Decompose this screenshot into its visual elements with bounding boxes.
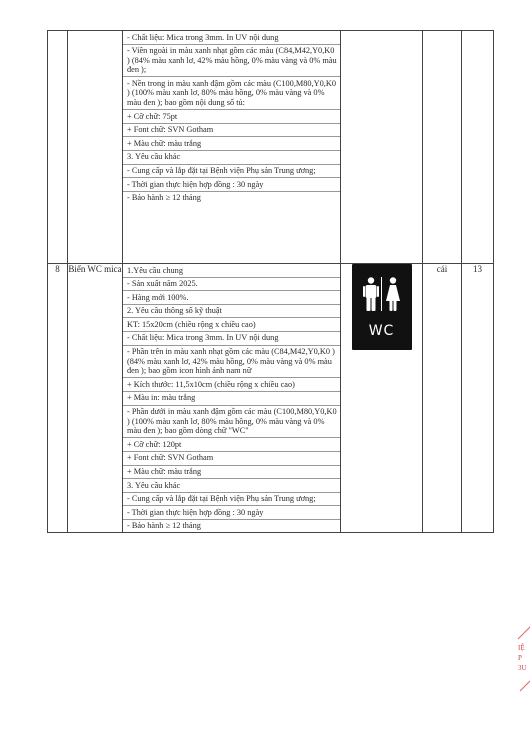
wc-label: WC [368,323,395,339]
image-cell [341,31,423,264]
desc-line: + Font chữ: SVN Gotham [123,124,340,138]
desc-line: KT: 15x20cm (chiều rộng x chiều cao) [123,318,340,332]
desc-line: + Màu chữ: màu trắng [123,137,340,151]
desc-line: + Font chữ: SVN Gotham [123,452,340,466]
desc-line: - Chất liệu: Mica trong 3mm. In UV nội dung [123,332,340,346]
desc-line: + Cỡ chữ: 75pt [123,110,340,124]
unit-cell: cái [423,264,462,533]
desc-line: - Thời gian thực hiện hợp đồng : 30 ngày [123,178,340,192]
unit-cell [423,31,462,264]
quantity-cell [462,31,494,264]
description-cell [123,264,341,533]
divider-line [381,277,382,311]
desc-line: - Bảo hành ≥ 12 tháng [127,193,201,203]
stamp-text: P [518,654,522,662]
male-icon [363,277,379,311]
female-icon [385,277,401,311]
red-stamp-fragment [516,625,530,695]
desc-line: 2. Yêu cầu thông số kỹ thuật [123,305,340,319]
product-name-cell: Biển WC mica [68,264,123,533]
quantity-cell: 13 [462,264,494,533]
desc-line: - Cung cấp và lắp đặt tại Bệnh viện Phụ sản Trung ương; [123,165,340,179]
desc-line: + Kích thước: 11,5x10cm (chiều rộng x chiều cao) [123,378,340,392]
desc-line: - Viền ngoài in màu xanh nhạt gồm các màu (C84,M42,Y0,K0 ) (84% màu xanh lơ, 42% màu hồng, 0% màu vàng và 0% màu đen ); [123,45,340,78]
stt-cell [48,31,68,264]
desc-line: - Cung cấp và lắp đặt tại Bệnh viện Phụ sản Trung ương; [123,493,340,507]
desc-line: 3. Yêu cầu khác [123,151,340,165]
desc-line: + Cỡ chữ: 120pt [123,438,340,452]
description-cell [123,31,341,264]
specification-table [47,30,494,533]
desc-line: + Màu chữ: màu trắng [123,466,340,480]
desc-line: - Phần dưới in màu xanh đậm gồm các màu (C100,M80,Y0,K0 ) (100% màu xanh lơ, 80% màu hồng, 0% màu vàng và 0% màu đen ); bao gồm dòng chữ "WC" [123,406,340,439]
table-row-continued [48,31,494,264]
stamp-text: 3U [518,664,527,672]
stt-cell: 8 [48,264,68,533]
desc-line: - Nền trong in màu xanh đậm gồm các màu (C100,M80,Y0,K0 ) (100% màu xanh lơ, 80% màu hồng, 0% màu vàng và 0% màu đen ); bao gồm nội dung số tủ: [123,77,340,110]
wc-sign-image [352,264,412,350]
desc-line: - Hàng mới 100%. [123,291,340,305]
desc-line: - Bảo hành ≥ 12 tháng [127,521,201,531]
desc-line: - Chất liệu: Mica trong 3mm. In UV nội dung [123,31,340,45]
image-cell [341,264,423,533]
desc-line: 3. Yêu cầu khác [123,479,340,493]
desc-line: 1.Yêu cầu chung [123,264,340,278]
stamp-text: IỆ [518,644,525,652]
table-row-8 [48,264,494,533]
name-cell [68,31,123,264]
desc-line: - Phần trên in màu xanh nhạt gồm các màu (C84,M42,Y0,K0 ) (84% màu xanh lơ, 42% màu hồng, 0% màu vàng và 0% màu đen ); bao gồm icon hình ảnh nam nữ [123,346,340,379]
desc-line: + Màu in: màu trắng [123,392,340,406]
desc-line: - Thời gian thực hiện hợp đồng : 30 ngày [123,506,340,520]
desc-line: - Sản xuất năm 2025. [123,278,340,292]
